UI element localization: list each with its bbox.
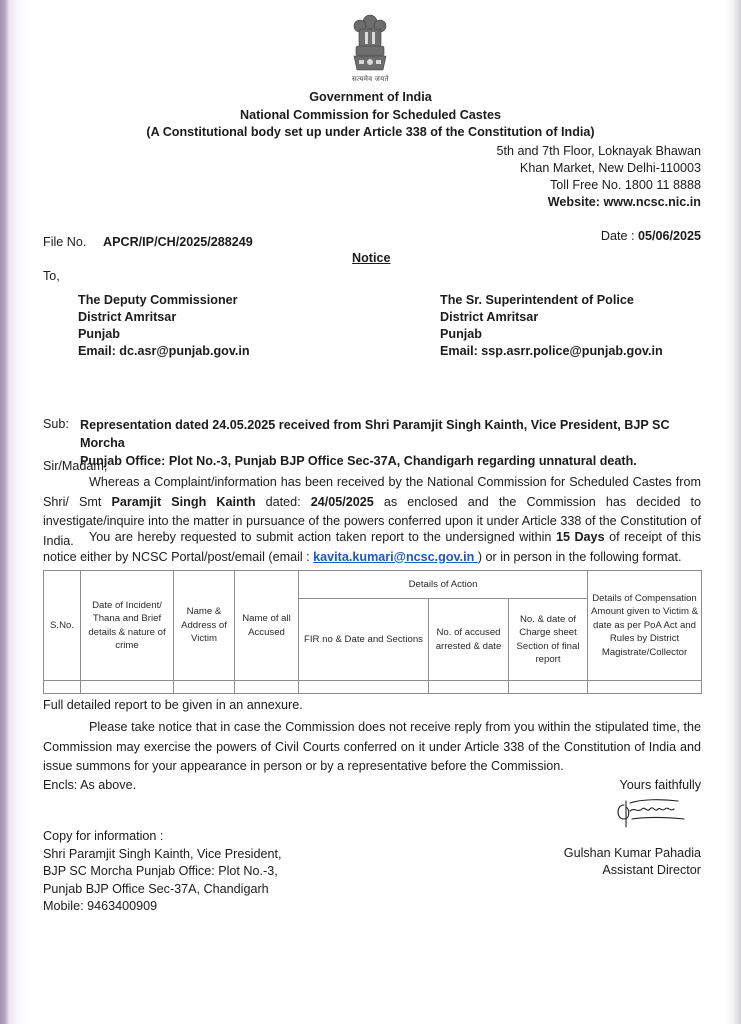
- salutation: Sir/Madam,: [43, 459, 108, 473]
- th-accused: Name of all Accused: [235, 571, 299, 681]
- table-row: [44, 681, 702, 694]
- recipient-left: [78, 292, 250, 360]
- signatory-title: Assistant Director: [602, 863, 701, 877]
- table-cell[interactable]: [299, 681, 429, 694]
- to-label: To,: [43, 269, 60, 283]
- table-cell[interactable]: [174, 681, 235, 694]
- action-report-format-table: [43, 570, 702, 694]
- recipient-left-district: District Amritsar: [78, 310, 177, 324]
- header-constitutional-note: (A Constitutional body set up under Article 338 of the Constitution of India): [146, 125, 595, 139]
- recipient-left-email: Email: dc.asr@punjab.gov.in: [78, 344, 250, 358]
- paragraph-warning: Please take notice that in case the Commission does not receive reply from you within the stipulated time, the Commission may exercise the powers of Civil Courts conferred on it under Article 338 of the Constitution of India and issue summons for your appearance in person or by a representative before the Commission.: [43, 720, 701, 773]
- table-cell[interactable]: [509, 681, 588, 694]
- date-label: Date :: [600, 229, 638, 243]
- recipient-right-district: District Amritsar: [440, 310, 539, 324]
- th-victim: Name & Address of Victim: [174, 571, 235, 681]
- copy-mobile: Mobile: 9463400909: [43, 899, 158, 913]
- file-number-label: File No.: [43, 235, 87, 249]
- address-line-1: 5th and 7th Floor, Loknayak Bhawan: [496, 144, 701, 158]
- header-government: Government of India: [309, 90, 432, 104]
- annexure-note: Full detailed report to be given in an annexure.: [43, 698, 303, 712]
- copy-for-information: [43, 828, 281, 916]
- subject-label: Sub:: [43, 417, 69, 431]
- th-arrested: No. of accused arrested & date: [429, 599, 509, 681]
- state-emblem-icon: [347, 12, 393, 74]
- yours-faithfully: Yours faithfully: [619, 778, 701, 792]
- subject-line-1: Representation dated 24.05.2025 received from Shri Paramjit Singh Kainth, Vice President, BJP SC Morcha: [80, 418, 670, 450]
- table-cell[interactable]: [235, 681, 299, 694]
- recipient-left-name: The Deputy Commissioner: [78, 293, 238, 307]
- subject-line-2: Punjab Office: Plot No.-3, Punjab BJP Office Sec-37A, Chandigarh regarding unnatural death.: [80, 454, 637, 468]
- th-incident: Date of Incident/ Thana and Brief details & nature of crime: [81, 571, 174, 681]
- th-fir: FIR no & Date and Sections: [299, 599, 429, 681]
- table-cell[interactable]: [44, 681, 81, 694]
- recipient-right-state: Punjab: [440, 327, 482, 341]
- copy-line-1: Shri Paramjit Singh Kainth, Vice President,: [43, 846, 282, 861]
- address-website: Website: www.ncsc.nic.in: [547, 195, 701, 209]
- table-cell[interactable]: [588, 681, 702, 694]
- th-details-of-action: Details of Action: [299, 571, 588, 599]
- copy-line-2: BJP SC Morcha Punjab Office: Plot No.-3,: [43, 864, 278, 878]
- paragraph-request: You are hereby requested to submit action taken report to the undersigned within 15 Days of receipt of this notice either by NCSC Portal/post/email (email : kavita.kumari@ncsc.gov.in ) or in person in the following format.: [43, 530, 701, 564]
- page-edge-shadow-right: [725, 0, 741, 1024]
- table-cell[interactable]: [429, 681, 509, 694]
- enclosures: Encls: As above.: [43, 778, 137, 792]
- header-commission: National Commission for Scheduled Castes: [239, 108, 502, 122]
- recipient-left-state: Punjab: [78, 327, 120, 341]
- copy-label: Copy for information :: [43, 829, 164, 843]
- deadline-days: 15 Days: [555, 530, 605, 544]
- recipient-right-name: The Sr. Superintendent of Police: [440, 293, 634, 307]
- table-cell[interactable]: [81, 681, 174, 694]
- address-line-2: Khan Market, New Delhi-110003: [519, 161, 701, 175]
- officer-email-link[interactable]: kavita.kumari@ncsc.gov.in: [313, 549, 478, 564]
- file-number: APCR/IP/CH/2025/288249: [103, 235, 253, 249]
- date-row: [601, 228, 701, 245]
- notice-title: Notice: [352, 251, 391, 265]
- complainant-name: Paramjit Singh Kainth: [111, 494, 256, 509]
- emblem-motto: सत्यमेव जयते: [352, 76, 389, 83]
- address-tollfree: Toll Free No. 1800 11 8888: [550, 178, 701, 192]
- complaint-date: 24/05/2025: [310, 494, 374, 509]
- page-edge-shadow-left: [0, 0, 26, 1024]
- th-chargesheet: No. & date of Charge sheet Section of final report: [509, 599, 588, 681]
- th-sno: S.No.: [44, 571, 81, 681]
- signature-icon: [612, 795, 687, 831]
- signatory-name: Gulshan Kumar Pahadia: [563, 846, 701, 860]
- copy-line-3: Punjab BJP Office Sec-37A, Chandigarh: [43, 881, 269, 896]
- subject-text: [80, 416, 705, 470]
- date-value: 05/06/2025: [637, 229, 701, 243]
- th-compensation: Details of Compensation Amount given to Victim & date as per PoA Act and Rules by District Magistrate/Collector: [588, 571, 702, 681]
- recipient-right-email: Email: ssp.asrr.police@punjab.gov.in: [440, 344, 663, 358]
- paragraph-complaint: Whereas a Complaint/information has been received by the National Commission for Scheduled Castes from Shri/ Smt Paramjit Singh Kainth dated: 24/05/2025 as enclosed and the Commission has decided to investigate/inquire into the matter in pursuance of the powers conferred upon it under Article 338 of the Constitution of India.: [43, 475, 701, 548]
- recipient-right: [440, 292, 663, 360]
